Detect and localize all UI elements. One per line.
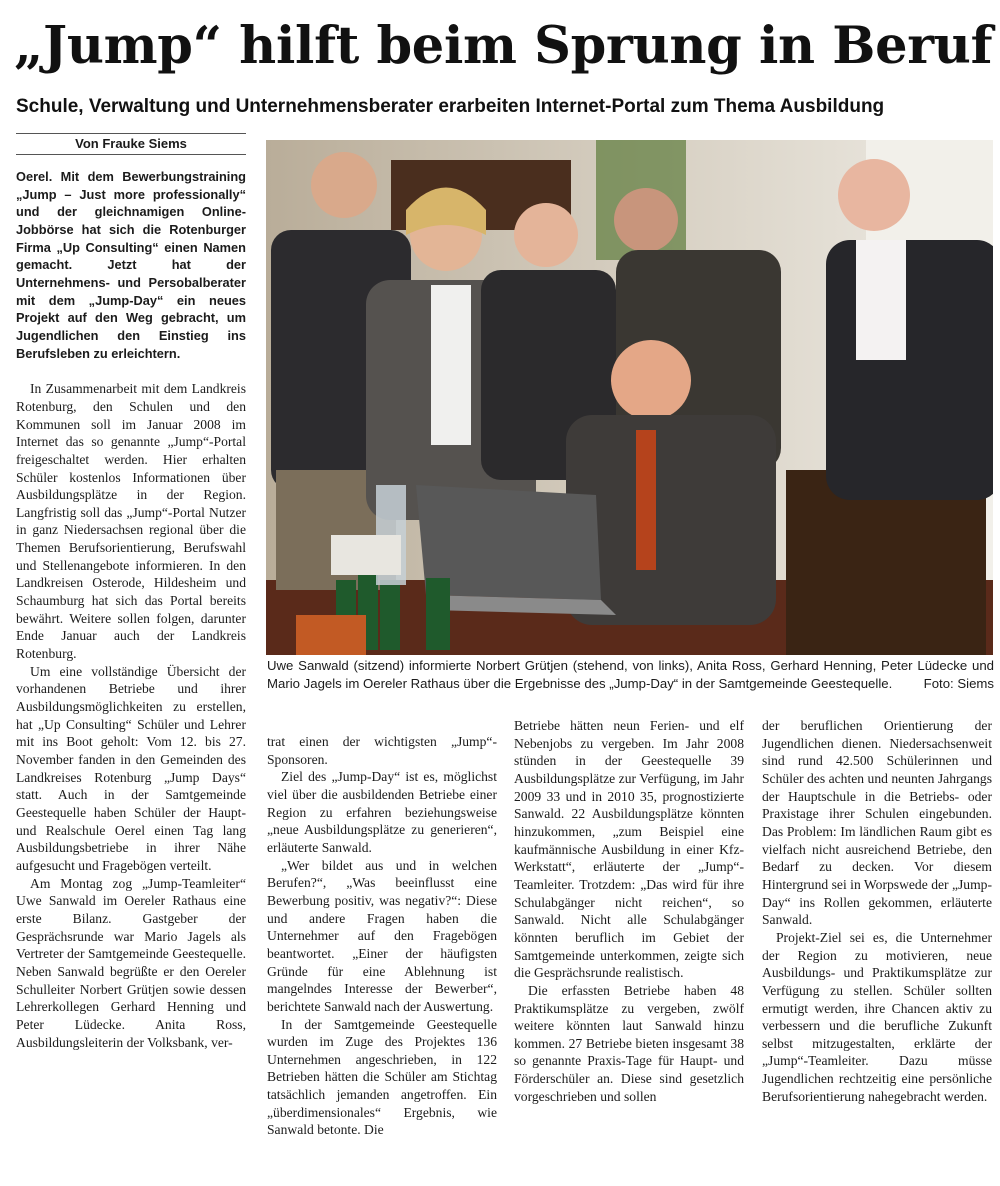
- text-column-2: [267, 733, 497, 1139]
- paragraph: Am Montag zog „Jump-Teamleiter“ Uwe Sanwald im Oereler Rathaus eine erste Bilanz. Gastgeber der Gesprächsrunde war Mario Jagels als Vertreter der Samtgemeinde Geestequelle. Neben Sanwald begrüßte er den Oereler Schulleiter Norbert Grütjen sowie dessen Lehrerkollegen Gerhard Henning und Peter Lüdecke. Anita Ross, Ausbildungsleiterin der Volksbank, ver-: [16, 875, 246, 1050]
- paragraph: Um eine vollständige Übersicht der vorhandenen Betriebe und ihrer Ausbildungsmöglichkeiten zu erstellen, hat „Up Consulting“ Schüler und Lehrer mit ins Boot geholt: Vom 12. bis 27. November fanden in den Gemeinden des Landkreises Rotenburg „Jump Days“ statt. Auch in der Samtgemeinde Geestequelle haben Schüler der Haupt- und Realschule Oerel einen Tag lang Ausbildungsbetriebe in ihrer Nähe aufgesucht und Fragebögen verteilt.: [16, 663, 246, 873]
- text-column-4: [762, 717, 992, 1105]
- paragraph: trat einen der wichtigsten „Jump“-Sponsoren.: [267, 734, 497, 767]
- photo-image: [266, 140, 993, 655]
- subheadline: Schule, Verwaltung und Unternehmensberater erarbeiten Internet-Portal zum Thema Ausbildung: [16, 96, 885, 117]
- text-column-1: [16, 168, 246, 1051]
- paragraph: Projekt-Ziel sei es, die Unternehmer der Region zu motivieren, neue Ausbildungs- und Praktikumsplätze zur Verfügung zu stellen. Schüler sollten ermutigt werden, ihre Chancen aktiv zu verbessern und die berufliche Zukunft selbst mitzugestalten, erklärte der „Jump“-Teamleiter. Dazu müsse Jugendlichen rechtzeitig eine persönliche Berufsorientierung nahegebracht werden.: [762, 929, 992, 1104]
- caption-text: Uwe Sanwald (sitzend) informierte Norbert Grütjen (stehend, von links), Anita Ross, Gerhard Henning, Peter Lüdecke und Mario Jagels im Oereler Rathaus über die Ergebnisse des „Jump-Day“ in der Samtgemeinde Geestequelle.: [267, 658, 994, 691]
- paragraph: der beruflichen Orientierung der Jugendlichen dienen. Niedersachsenweit sind rund 42.500 Schülerinnen und Schüler des achten und neunten Jahrgangs der Hauptschule in die Betriebs- oder Praxistage ihrer Schulen eingebunden. Das Problem: Im ländlichen Raum gibt es vielfach nicht ausreichend Betriebe, den Bedarf zu decken. Vor diesem Hintergrund sei in Worpswede der „Jump-Day“ ins Rollen gekommen, erläuterte Sanwald.: [762, 718, 992, 928]
- paragraph: „Wer bildet aus und in welchen Berufen?“, „Was beeinflusst eine Bewerbung positiv, was negativ?“: Diese und andere Fragen haben die Unternehmer auf den Fragebögen beantwortet. „Einer der häufigsten Gründe für eine Ablehnung ist mangelndes Interesse der Bewerber“, berichtete Sanwald nach der Auswertung.: [267, 857, 497, 1014]
- paragraph: Betriebe hätten neun Ferien- und elf Nebenjobs zu vergeben. Im Jahr 2008 stünden in der Geestequelle 39 Ausbildungsplätze zur Verfügung, im Jahr 2009 33 und in 2010 35, prognostizierte Sanwald. 22 Ausbildungsplätze könnten hinzukommen, „zum Beispiel eine kaufmännische Ausbildung in einer Kfz-Werkstatt“, erläuterte der „Jump“-Teamleiter. Trotzdem: „Das wird für ihre Schulabgänger nicht reichen“, so Sanwald. Nicht alle Schulabgänger könnten beruflich im Gebiet der Samtgemeinde unterkommen, zeigte sich die Gesprächsrunde realistisch.: [514, 718, 744, 981]
- paragraph: In Zusammenarbeit mit dem Landkreis Rotenburg, den Schulen und den Kommunen soll im Januar 2008 im Internet das so genannte „Jump“-Portal freigeschaltet werden. Hier erhalten Schüler kostenlos Informationen über Ausbildungsplätze in der Region. Langfristig soll das „Jump“-Portal Nutzer in ganz Niedersachsen regional über die Themen Berufsorientierung, Berufswahl und Stellenangebote informieren. In den Landkreisen Osterode, Hildesheim und Schaumburg hat sich das Portal bereits bewährt. Weitere sollen folgen, darunter Ende Januar auch der Landkreis Rotenburg.: [16, 381, 246, 662]
- photo-credit: Foto: Siems: [923, 675, 994, 691]
- paragraph: In der Samtgemeinde Geestequelle wurden im Zuge des Projektes 136 Unternehmen angeschrieben, in 122 Betrieben hätten die Schüler am Stichtag tatsächlich jemanden angetroffen. Ein „überdimensionales“ Ergebnis, wie Sanwald betonte. Die: [267, 1016, 497, 1138]
- paragraph: Ziel des „Jump-Day“ ist es, möglichst viel über die ausbildenden Betriebe einer Region zu erfahren beziehungsweise „neue Ausbildungsplätze zu generieren“, erläuterte Sanwald.: [267, 769, 497, 855]
- photo-caption: [267, 657, 994, 692]
- headline: „Jump“ hilft beim Sprung in Beruf: [14, 16, 993, 76]
- article-photo: [266, 140, 993, 655]
- lead-paragraph: Oerel. Mit dem Bewerbungstraining „Jump – Just more professionally“ und der gleichnamigen Online-Jobbörse hat sich die Rotenburger Firma „Up Consulting“ einen Namen gemacht. Jetzt hat der Unternehmens- und Persobalberater mit dem „Jump-Day“ ein neues Projekt auf den Weg gebracht, um Jugendlichen den Einstieg ins Berufsleben zu erleichtern.: [16, 169, 246, 361]
- byline: Von Frauke Siems: [16, 133, 246, 155]
- paragraph: Die erfassten Betriebe haben 48 Praktikumsplätze zu vergeben, zwölf weitere könnten laut Sanwald hinzu kommen. 27 Betriebe bieten insgesamt 38 so genannte Praxis-Tage für Haupt- und Förderschüler an. Diese sind gesetzlich vorgeschrieben und sollen: [514, 982, 744, 1104]
- text-column-3: [514, 717, 744, 1105]
